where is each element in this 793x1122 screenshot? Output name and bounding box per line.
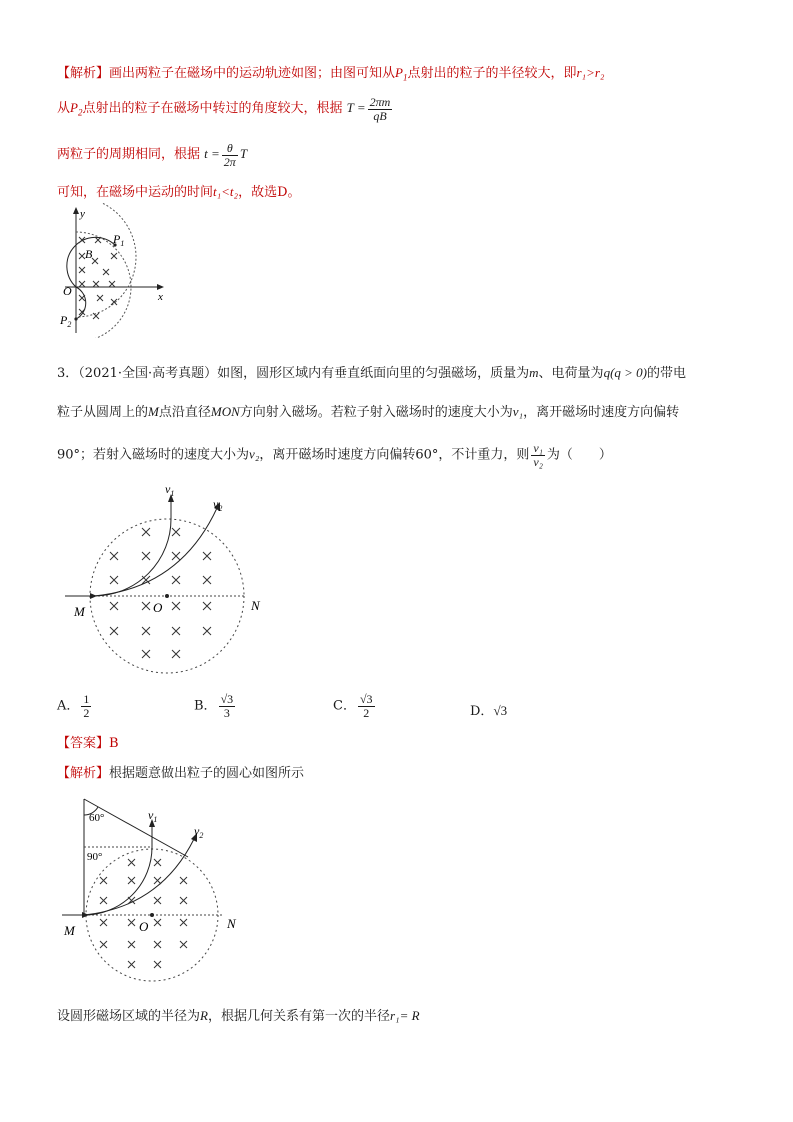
radius-line-60 <box>84 799 188 857</box>
analysis-text: 点射出的粒子的半径较大，即 <box>407 66 577 81</box>
analysis-line-3 <box>57 142 247 168</box>
option-label: B． <box>194 698 217 714</box>
question-text: 、电荷量为 <box>538 366 604 381</box>
analysis-text: 两粒子的周期相同，根据 <box>57 147 201 163</box>
v2-symbol: v₂ <box>249 446 260 462</box>
velocity-ratio: $\frac{\text{v₁}}{\text{v₂}}$ <box>533 441 543 469</box>
figure-3-center-construction <box>60 795 260 985</box>
analysis-line-2 <box>57 96 394 122</box>
question-text: ，离开磁场时速度方向偏转 <box>523 405 680 420</box>
o-label: O <box>139 919 149 934</box>
v1-label: $v_1$ <box>165 482 175 498</box>
n-label: N <box>227 916 236 931</box>
period-formula: T = $\frac{2\pi m}{qB}$ <box>346 95 391 123</box>
question-text: 的带电 <box>647 366 687 381</box>
x-axis-arrow <box>157 284 164 290</box>
v1-symbol: v₁ <box>512 404 524 419</box>
field-crosses <box>100 859 187 968</box>
v2-label: $v_2$ <box>194 824 204 840</box>
center-o <box>165 594 169 598</box>
question-3-line-2 <box>57 401 679 420</box>
time-relation: t₁<t₂ <box>213 184 239 199</box>
option-label: C． <box>333 698 356 714</box>
diameter-symbol: MON <box>210 404 240 419</box>
trajectory-v1 <box>84 825 152 915</box>
point-p2 <box>74 317 77 320</box>
r1-symbol: r₁ <box>389 1008 400 1023</box>
p2-point-label: $P_2$ <box>60 313 72 329</box>
analysis-text: ，故选D。 <box>238 185 301 200</box>
option-a[interactable] <box>57 693 93 719</box>
field-crosses <box>110 528 211 658</box>
question-text: ，离开磁场时速度方向偏转60°，不计重力，则 <box>259 447 530 463</box>
p2-label: $P_2$ <box>70 100 83 118</box>
option-label: A． <box>57 698 80 714</box>
analysis-tag: 【解析】 <box>57 766 110 781</box>
option-d[interactable] <box>470 700 507 719</box>
option-value: √3 <box>493 703 508 718</box>
o-label: O <box>153 600 163 615</box>
v2-label: $v_2$ <box>213 497 223 513</box>
question-text: 方向射入磁场。若粒子射入磁场时的速度大小为 <box>239 405 513 420</box>
radius-relation: r₁>r₂ <box>576 65 605 80</box>
m-label: M <box>64 923 75 938</box>
analysis-text: 画出两粒子在磁场中的运动轨迹如图；由图可知从 <box>109 66 396 81</box>
analysis-text: 点射出的粒子在磁场中转过的角度较大，根据 <box>82 101 343 117</box>
analysis-text: 根据题意做出粒子的圆心如图所示 <box>109 766 305 781</box>
field-label: B <box>85 247 93 261</box>
analysis-line-4 <box>57 181 301 200</box>
y-label: y <box>80 208 85 220</box>
analysis-line-1 <box>57 62 604 83</box>
question-text: 如图，圆形区域内有垂直纸面向里的匀强磁场，质量为 <box>217 366 530 381</box>
option-value: $\frac{√3}{2}$ <box>359 692 373 720</box>
analysis-2-line <box>57 762 304 781</box>
answer-value: B <box>109 736 119 751</box>
final-line <box>57 1005 420 1024</box>
figure-1-trajectory-diagram <box>55 203 175 338</box>
point-m-symbol: M <box>148 404 159 419</box>
option-b[interactable] <box>194 693 237 719</box>
origin-label: O <box>63 284 72 298</box>
r1-equation: = R <box>399 1008 420 1023</box>
option-value: $\frac{1}{2}$ <box>83 692 90 720</box>
final-text: ，根据几何关系有第一次的半径 <box>207 1009 390 1024</box>
question-source: （2021·全国·高考真题） <box>78 366 218 381</box>
answer-line <box>57 732 119 751</box>
trajectory-p1 <box>67 237 115 287</box>
p1-point-label: $P_1$ <box>113 232 125 248</box>
p1-label: $P_1$ <box>395 65 408 83</box>
figure-2-circular-field <box>60 478 280 678</box>
r-symbol: R <box>200 1008 208 1023</box>
center-o <box>150 913 154 917</box>
trajectory-v2 <box>94 508 217 596</box>
option-c[interactable] <box>333 693 377 719</box>
y-axis-arrow <box>73 207 79 214</box>
m-label: M <box>74 604 85 619</box>
v1-label: $v_1$ <box>148 808 158 824</box>
angle-90-label: 90° <box>87 851 103 863</box>
option-label: D． <box>470 704 494 719</box>
time-formula: t = $\frac{\theta}{2\pi}$ T <box>204 141 248 169</box>
analysis-text: 从 <box>57 101 71 117</box>
question-text: 为（ ） <box>546 447 612 463</box>
analysis-text: 可知，在磁场中运动的时间 <box>57 185 214 200</box>
question-text: 90°；若射入磁场时的速度大小为 <box>57 447 250 463</box>
x-label: x <box>158 291 163 303</box>
question-text: 点沿直径 <box>158 405 211 420</box>
question-number: 3． <box>57 366 79 381</box>
n-label: N <box>251 598 260 613</box>
question-text: 粒子从圆周上的 <box>57 405 149 420</box>
angle-60-label: 60° <box>89 812 105 824</box>
question-3-line-3 <box>57 442 612 468</box>
option-value: $\frac{√3}{3}$ <box>220 692 234 720</box>
trajectory-v1 <box>94 500 171 596</box>
charge-expression: q(q > 0) <box>603 365 647 380</box>
final-text: 设圆形磁场区域的半径为 <box>57 1009 201 1024</box>
answer-tag: 【答案】 <box>57 736 110 751</box>
analysis-tag: 【解析】 <box>57 66 110 81</box>
question-3-line-1 <box>57 362 686 381</box>
mass-symbol: m <box>529 365 539 380</box>
